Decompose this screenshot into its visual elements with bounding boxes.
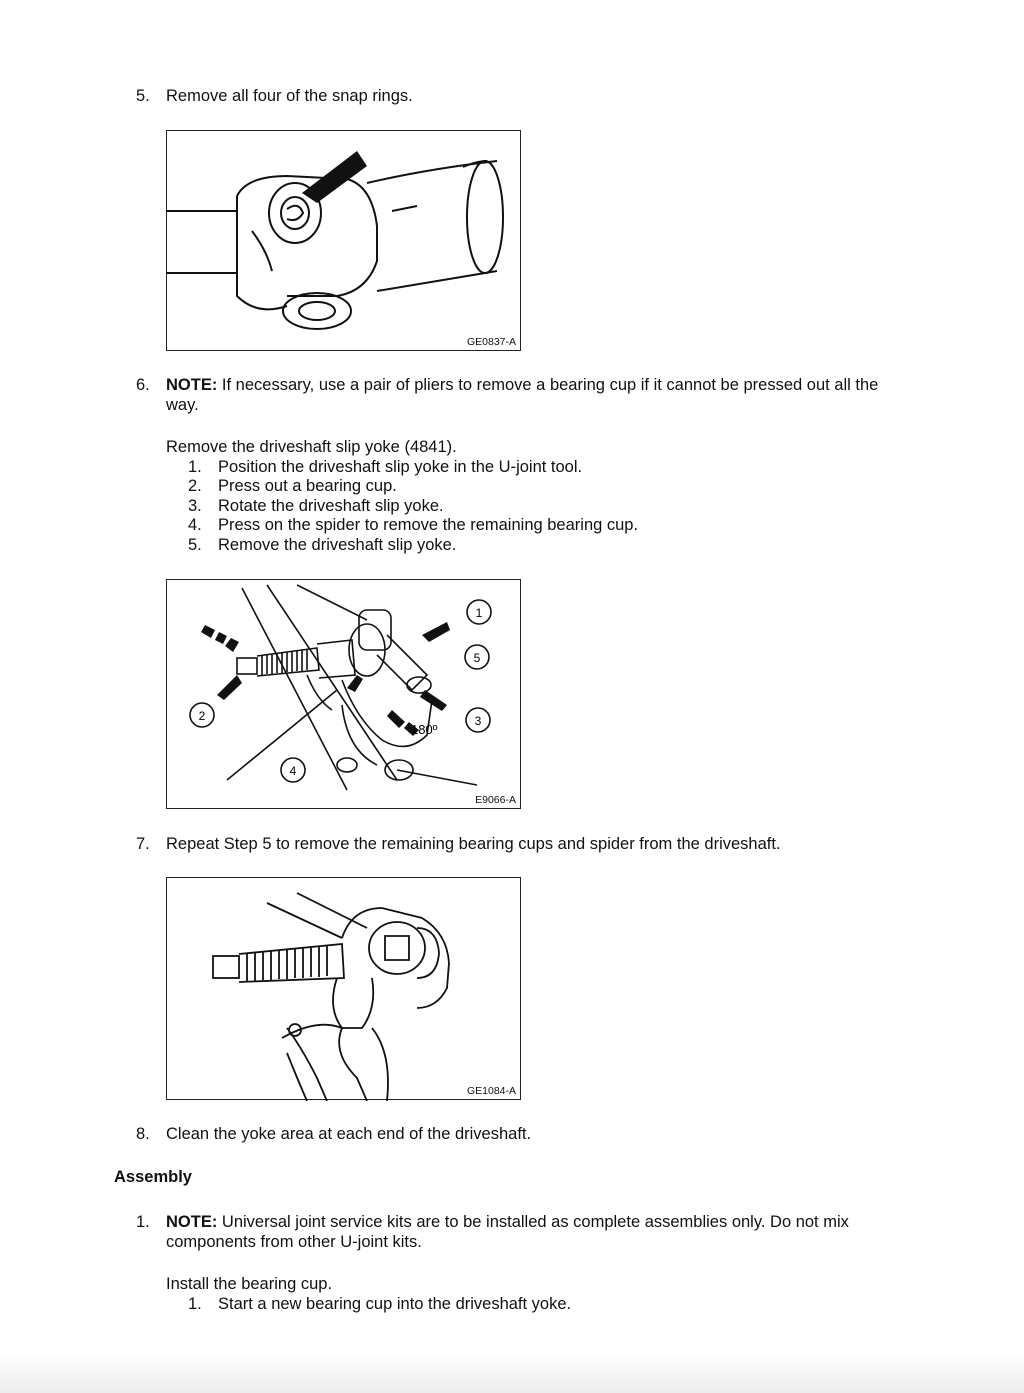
page-bottom-shade bbox=[0, 1352, 1024, 1393]
step-number: 8. bbox=[136, 1125, 150, 1143]
list-item: 2. Press out a bearing cup. bbox=[188, 477, 397, 496]
step-5 bbox=[136, 86, 926, 106]
callout-3: 3 bbox=[474, 714, 482, 728]
step-6-procedure bbox=[166, 438, 906, 556]
step-number: 6. bbox=[136, 376, 150, 394]
note-text: If necessary, use a pair of pliers to remove a bearing cup if it cannot be pressed out all the way. bbox=[166, 376, 879, 414]
callout-1: 1 bbox=[475, 606, 483, 620]
list-item: 5. Remove the driveshaft slip yoke. bbox=[188, 535, 457, 554]
figure-slip-yoke-removal bbox=[166, 579, 521, 809]
callout-2: 2 bbox=[198, 709, 206, 723]
procedure-list bbox=[166, 458, 906, 556]
callout-4: 4 bbox=[289, 764, 297, 778]
step-text: Remove all four of the snap rings. bbox=[166, 87, 413, 105]
procedure-list bbox=[166, 1295, 906, 1315]
figure-code: GE0837-A bbox=[466, 336, 516, 348]
step-text: Repeat Step 5 to remove the remaining bearing cups and spider from the driveshaft. bbox=[166, 835, 781, 853]
section-heading-assembly: Assembly bbox=[114, 1168, 192, 1186]
assembly-step-1 bbox=[136, 1212, 906, 1252]
snap-ring-illustration bbox=[167, 131, 522, 352]
figure-code: E9066-A bbox=[475, 794, 516, 806]
note-label: NOTE: bbox=[166, 1213, 218, 1231]
note-text: Universal joint service kits are to be installed as complete assemblies only. Do not mix components from other U-joint kits. bbox=[166, 1213, 849, 1251]
note-label: NOTE: bbox=[166, 376, 218, 394]
list-item: 1. Position the driveshaft slip yoke in the U-joint tool. bbox=[188, 457, 583, 476]
callout-5: 5 bbox=[473, 651, 481, 665]
step-number: 1. bbox=[136, 1213, 150, 1231]
step-7 bbox=[136, 834, 926, 854]
step-text: Clean the yoke area at each end of the driveshaft. bbox=[166, 1125, 532, 1143]
list-item: 4. Press on the spider to remove the remaining bearing cup. bbox=[188, 516, 639, 535]
step-6 bbox=[136, 375, 906, 415]
slip-yoke-illustration bbox=[167, 580, 522, 810]
figure-code: GE1084-A bbox=[466, 1085, 516, 1097]
rotation-angle-label: 180º bbox=[411, 722, 438, 737]
list-item: 3. Rotate the driveshaft slip yoke. bbox=[188, 496, 444, 515]
step-number: 7. bbox=[136, 835, 150, 853]
procedure-intro: Install the bearing cup. bbox=[166, 1275, 333, 1293]
list-item: 1. Start a new bearing cup into the driveshaft yoke. bbox=[188, 1294, 572, 1313]
assembly-step-1-procedure bbox=[166, 1275, 906, 1314]
figure-bearing-cup-press bbox=[166, 877, 521, 1100]
step-number: 5. bbox=[136, 87, 150, 105]
bearing-cup-illustration bbox=[167, 878, 522, 1101]
procedure-intro: Remove the driveshaft slip yoke (4841). bbox=[166, 438, 457, 456]
figure-snap-rings bbox=[166, 130, 521, 351]
step-8 bbox=[136, 1124, 926, 1144]
